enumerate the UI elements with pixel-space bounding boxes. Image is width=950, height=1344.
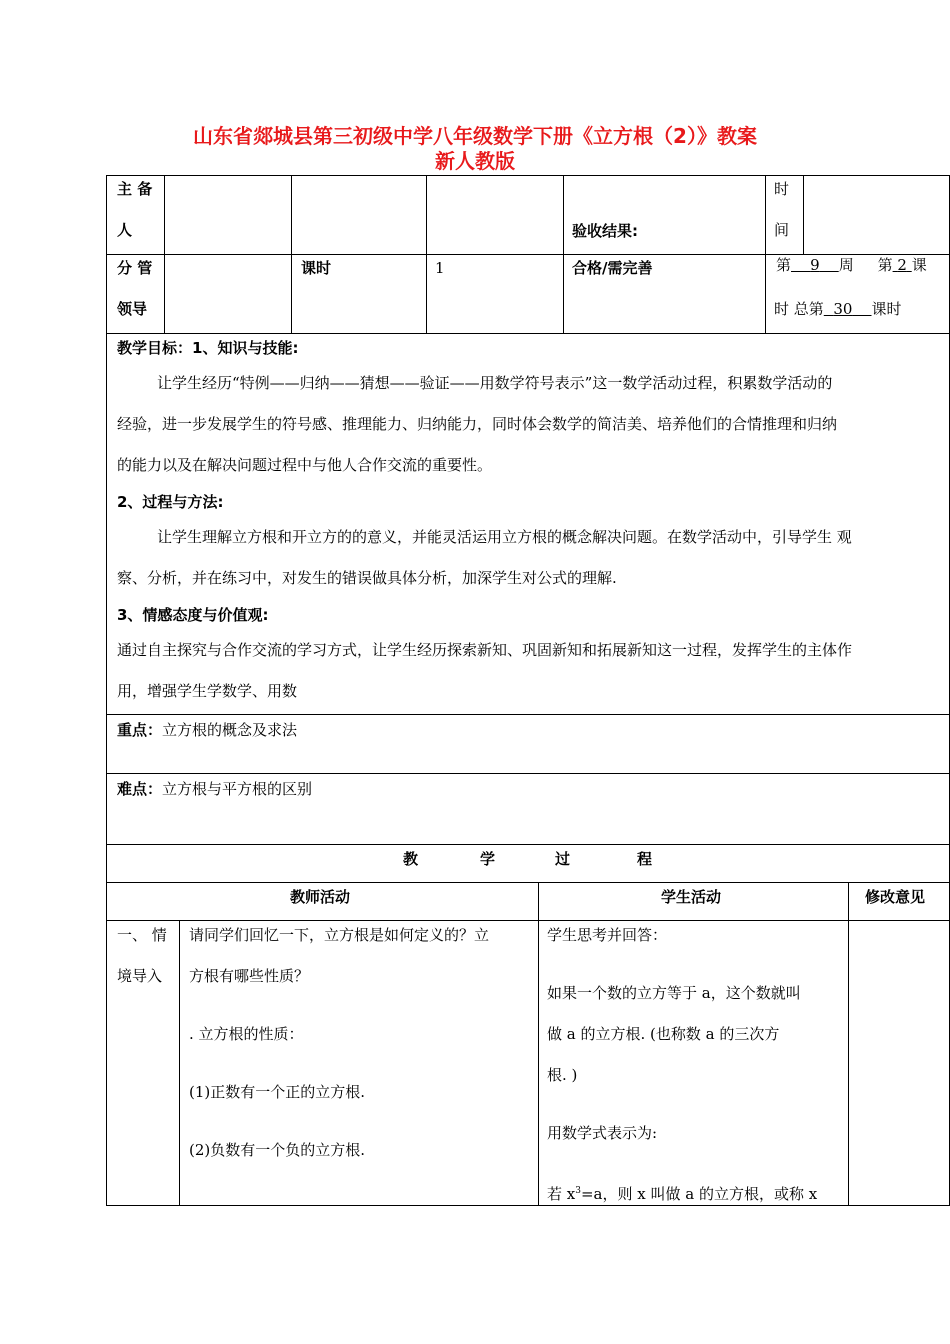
row-divider <box>107 714 949 715</box>
col-divider <box>164 176 165 333</box>
time-label-top: 时 <box>774 180 790 198</box>
goal-knowledge-line: 的能力以及在解决问题过程中与他人合作交流的重要性。 <box>117 456 493 474</box>
preparer-label-top: 主 备 <box>117 180 153 198</box>
supervisor-label-top: 分 管 <box>117 259 153 277</box>
col-divider <box>291 176 292 333</box>
goal-process-text <box>117 517 942 599</box>
process-title-char: 程 <box>637 850 653 868</box>
schedule-week: 第 9 周 第 2 课 <box>776 256 927 274</box>
teacher-activity-header: 教师活动 <box>290 888 351 906</box>
teacher-text-line: 请同学们回忆一下，立方根是如何定义的？立 <box>189 926 490 944</box>
lesson-plan-table <box>106 175 950 1206</box>
section-label-bottom: 境导入 <box>117 967 163 985</box>
col-divider <box>563 176 564 333</box>
col-divider <box>848 882 849 1205</box>
preparer-label-bottom: 人 <box>117 221 133 239</box>
goal-heading-knowledge: 教学目标：1、知识与技能: <box>117 339 299 357</box>
schedule-total: 时 总第 30 课时 <box>774 300 902 318</box>
goal-attitude-line: 用，增强学生学数学、用数 <box>117 682 298 700</box>
supervisor-label-bottom: 领导 <box>117 300 148 318</box>
goal-attitude-line: 通过自主探究与合作交流的学习方式，让学生经历探索新知、巩固新知和拓展新知这一过程，发挥学生的主体作 <box>117 641 853 659</box>
col-divider <box>538 882 539 1205</box>
col-divider <box>765 176 766 333</box>
goal-process-line: 察、分析，并在练习中，对发生的错误做具体分析，加深学生对公式的理解. <box>117 569 617 587</box>
teacher-text-line: . 立方根的性质： <box>189 1025 304 1043</box>
col-divider <box>426 176 427 333</box>
time-label-bottom: 间 <box>774 221 790 239</box>
student-text-line: 用数学式表示为: <box>547 1124 658 1142</box>
student-activity-header: 学生活动 <box>661 888 722 906</box>
goal-knowledge-text <box>117 363 942 486</box>
revision-notes-header: 修改意见 <box>865 888 926 906</box>
process-title-char: 过 <box>555 850 571 868</box>
goal-process-line: 让学生理解立方根和开立方的的意义，并能灵活运用立方根的概念解决问题。在数学活动中，引导学生 观 <box>157 528 852 546</box>
row-divider <box>107 333 949 334</box>
col-divider <box>179 920 180 1205</box>
teacher-text-line: 方根有哪些性质？ <box>189 967 310 985</box>
period-label: 课时 <box>301 259 332 277</box>
section-label-top: 一、 情 <box>117 926 167 944</box>
acceptance-label: 验收结果: <box>572 222 638 240</box>
key-point-label: 重点： <box>117 721 163 739</box>
goal-knowledge-line: 让学生经历“特例——归纳——猜想——验证——用数学符号表示”这一数学活动过程，积累数学活动的 <box>157 374 833 392</box>
difficulty-label: 难点： <box>117 780 163 798</box>
student-text-line: 如果一个数的立方等于 a，这个数就叫 <box>547 984 801 1002</box>
student-text-line: 根. ) <box>547 1066 578 1084</box>
row-divider <box>107 920 949 921</box>
col-divider <box>803 176 804 254</box>
student-text-line: 做 a 的立方根. (也称数 a 的三次方 <box>547 1025 780 1043</box>
key-point <box>117 720 297 740</box>
goal-heading-process: 2、过程与方法: <box>117 493 224 511</box>
key-point-text: 立方根的概念及求法 <box>162 721 298 739</box>
result-status: 合格/需完善 <box>572 259 653 277</box>
goal-knowledge-line: 经验，进一步发展学生的符号感、推理能力、归纳能力，同时体会数学的简洁美、培养他们的合情推理和归纳 <box>117 415 838 433</box>
difficulty <box>117 779 312 799</box>
process-title-char: 教 <box>403 850 419 868</box>
teacher-text-line: (2)负数有一个负的立方根. <box>189 1141 366 1159</box>
row-divider <box>107 844 949 845</box>
row-divider <box>107 773 949 774</box>
document-subtitle: 新人教版 <box>435 149 515 173</box>
process-title-char: 学 <box>480 850 496 868</box>
period-value: 1 <box>435 259 445 277</box>
student-formula-line: 若 $x^3=a$，则 x 叫做 a 的立方根，或称 x <box>547 1185 818 1203</box>
document-title: 山东省郯城县第三初级中学八年级数学下册《立方根（2）》教案 <box>193 124 757 148</box>
goal-heading-attitude: 3、情感态度与价值观: <box>117 606 269 624</box>
student-text-line: 学生思考并回答： <box>547 926 668 944</box>
row-divider <box>107 882 949 883</box>
goal-attitude-text <box>117 630 942 712</box>
teacher-text-line: (1)正数有一个正的立方根. <box>189 1083 366 1101</box>
table-bottom-border <box>107 1205 949 1206</box>
difficulty-text: 立方根与平方根的区别 <box>162 780 313 798</box>
